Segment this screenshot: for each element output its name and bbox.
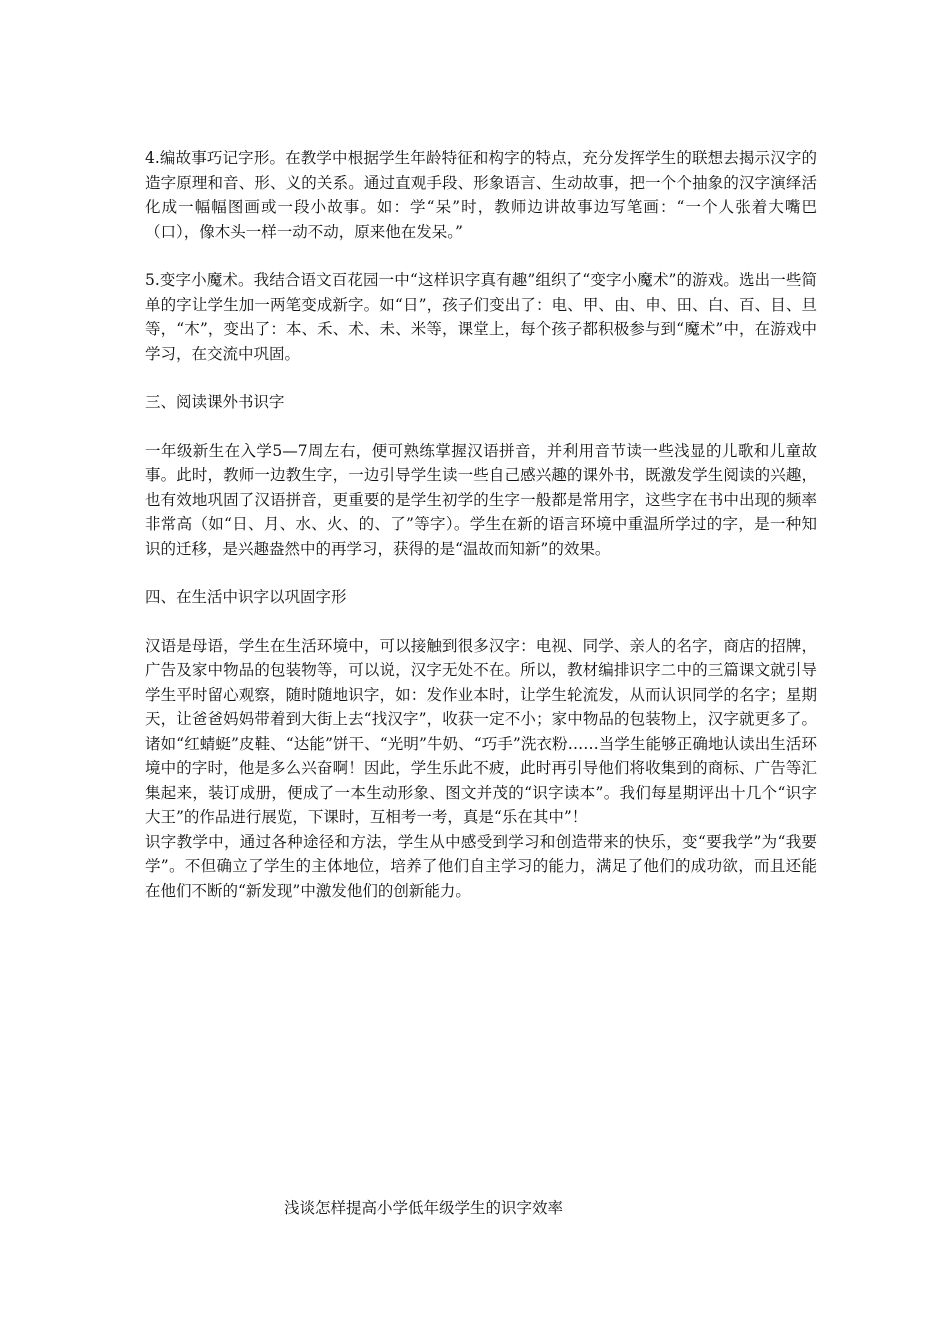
paragraph-extracurricular-reading: 一年级新生在入学5—7周左右，便可熟练掌握汉语拼音，并利用音节读一些浅显的儿歌和儿童故事。此时，教师一边教生字，一边引导学生读一些自己感兴趣的课外书，既激发学生阅读的兴趣，也有效地巩固了汉语拼音，更重要的是学生初学的生字一般都是常用字，这些字在书中出现的频率非常高（如“日、月、水、火、的、了”等字）。学生在新的语言环境中重温所学过的字，是一种知识的迁移，是兴趣盎然中的再学习，获得的是“温故而知新”的效果。 — [145, 441, 817, 558]
paragraph-character-magic: 5.变字小魔术。我结合语文百花园一中“这样识字真有趣”组织了“变字小魔术”的游戏。选出一些简单的字让学生加一两笔变成新字。如“日”，孩子们变出了：电、甲、由、申、田、白、百、目、旦等，“木”，变出了：本、禾、术、未、米等，课堂上，每个孩子都积极参与到“魔术”中，在游戏中学习，在交流中巩固。 — [145, 271, 817, 363]
section-heading-reading: 三、阅读课外书识字 — [145, 393, 285, 411]
paragraph-gap — [145, 366, 817, 390]
paragraph-daily-life-literacy: 汉语是母语，学生在生活环境中，可以接触到很多汉字：电视、同学、亲人的名字，商店的招牌，广告及家中物品的包装物等，可以说，汉字无处不在。所以，教材编排识字二中的三篇课文就引导学生平时留心观察，随时随地识字，如：发作业本时，让学生轮流发，从而认识同学的名字；星期天，让爸爸妈妈带着到大街上去“找汉字”，收获一定不小；家中物品的包装物上，汉字就更多了。诸如“红蜻蜓”皮鞋、“达能”饼干、“光明”牛奶、“巧手”洗衣粉……当学生能够正确地认读出生活环境中的字时，他是多么兴奋啊！因此，学生乐此不疲，此时再引导他们将收集到的商标、广告等汇集起来，装订成册，便成了一本生动形象、图文并茂的“识字读本”。我们每星期评出十几个“识字大王”的作品进行展览，下课时，互相考一考，真是“乐在其中”！ — [145, 636, 817, 826]
paragraph-gap — [145, 561, 817, 585]
paragraph-gap — [145, 415, 817, 439]
paragraph-story-memory: 4.编故事巧记字形。在教学中根据学生年龄特征和构字的特点，充分发挥学生的联想去揭示汉字的造字原理和音、形、义的关系。通过直观手段、形象语言、生动故事，把一个个抽象的汉字演绎活化成一幅幅图画或一段小故事。如：学“呆”时，教师边讲故事边写笔画：“一个人张着大嘴巴（口），像木头一样一动不动，原来他在发呆。” — [145, 149, 817, 241]
paragraph-gap — [145, 244, 817, 268]
section-heading-daily-life: 四、在生活中识字以巩固字形 — [145, 588, 347, 606]
paragraph-conclusion: 识字教学中，通过各种途径和方法，学生从中感受到学习和创造带来的快乐，变“要我学”为“我要学”。不但确立了学生的主体地位，培养了他们自主学习的能力，满足了他们的成功欲，而且还能在他们不断的“新发现”中激发他们的创新能力。 — [145, 832, 817, 900]
document-body — [145, 146, 817, 903]
paragraph-gap — [145, 610, 817, 634]
next-article-title: 浅谈怎样提高小学低年级学生的识字效率 — [284, 1199, 564, 1217]
